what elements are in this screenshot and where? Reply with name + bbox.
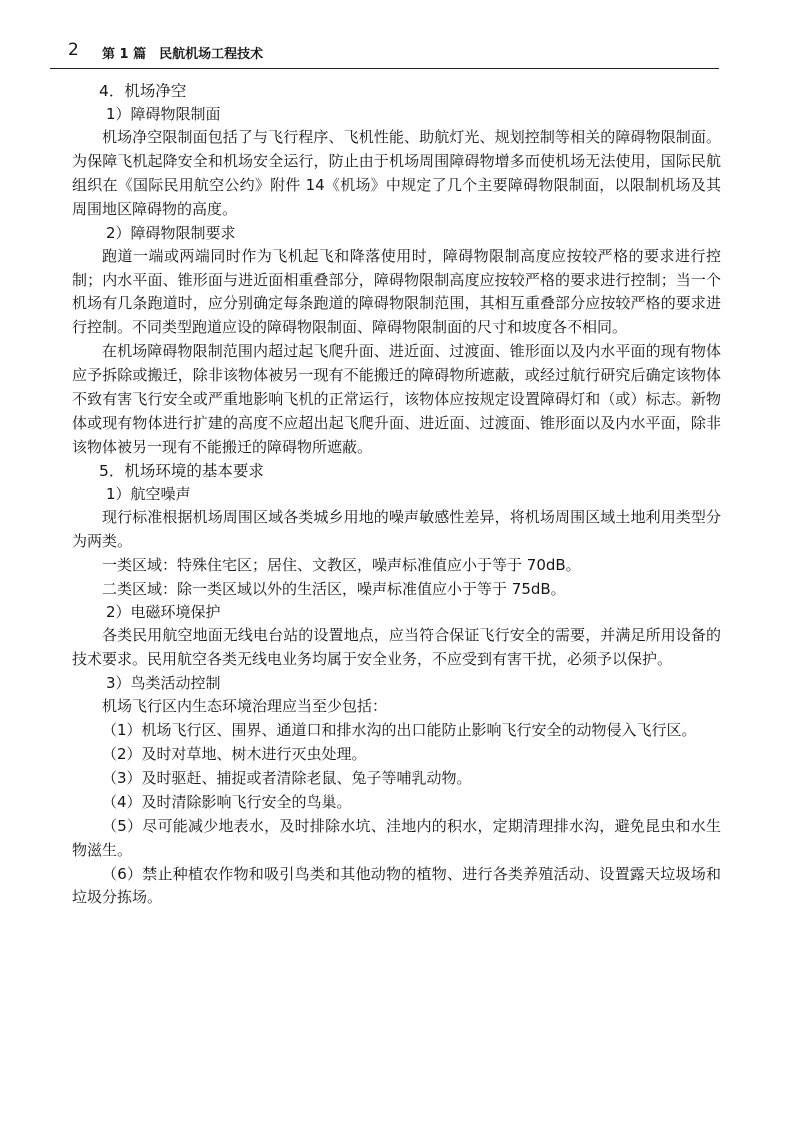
subsection-aviation-noise-heading: 1）航空噪声 bbox=[106, 484, 191, 503]
running-title: 第 1 篇 民航机场工程技术 bbox=[102, 47, 264, 62]
bird-control-list bbox=[72, 719, 721, 910]
section-4-heading: 4．机场净空 bbox=[99, 82, 187, 100]
list-item: （2）及时对草地、树木进行灭虫处理。 bbox=[102, 745, 367, 764]
subsection-obstacle-surfaces-heading: 1）障碍物限制面 bbox=[106, 105, 221, 123]
list-item: （3）及时驱赶、捕捉或者清除老鼠、兔子等哺乳动物。 bbox=[102, 768, 472, 787]
running-header bbox=[50, 38, 719, 69]
list-item: （5）尽可能减少地表水，及时排除水坑、洼地内的积水，定期清理排水沟，避免昆虫和水生物滋生。 bbox=[72, 816, 721, 859]
paragraph: 现行标准根据机场周围区域各类城乡用地的噪声敏感性差异，将机场周围区域土地利用类型分为两类。 bbox=[72, 507, 721, 550]
paragraph: 二类区域：除一类区域以外的生活区，噪声标准值应小于等于 75dB。 bbox=[102, 579, 566, 598]
list-item: （6）禁止种植农作物和吸引鸟类和其他动物的植物、进行各类养殖活动、设置露天垃圾场和垃圾分拣场。 bbox=[72, 864, 721, 907]
paragraph: 一类区域：特殊住宅区；居住、文教区，噪声标准值应小于等于 70dB。 bbox=[102, 555, 581, 574]
section-5-heading: 5．机场环境的基本要求 bbox=[99, 461, 264, 480]
page-body bbox=[72, 80, 721, 910]
subsection-obstacle-requirements-heading: 2）障碍物限制要求 bbox=[106, 223, 236, 242]
paragraph: 各类民用航空地面无线电台站的设置地点，应当符合保证飞行安全的需要，并满足所用设备的技术要求。民用航空各类无线电业务均属于安全业务，不应受到有害干扰，必须予以保护。 bbox=[72, 626, 721, 669]
subsection-bird-control-heading: 3）鸟类活动控制 bbox=[106, 674, 221, 693]
paragraph: 机场净空限制面包括了与飞行程序、飞机性能、助航灯光、规划控制等相关的障碍物限制面。为保障飞机起降安全和机场安全运行，防止由于机场周围障碍物增多而使机场无法使用，国际民航组织在《国际民用航空公约》附件 14《机场》中规定了几个主要障碍物限制面，以限制机场及其周围地区障碍物的高度。 bbox=[72, 128, 721, 218]
list-item: （4）及时清除影响飞行安全的鸟巢。 bbox=[102, 792, 352, 811]
page-number: 2 bbox=[68, 40, 79, 60]
subsection-electromagnetic-heading: 2）电磁环境保护 bbox=[106, 603, 221, 622]
paragraph: 机场飞行区内生态环境治理应当至少包括： bbox=[102, 697, 388, 716]
paragraph: 跑道一端或两端同时作为飞机起飞和降落使用时，障碍物限制高度应按较严格的要求进行控制；内水平面、锥形面与进近面相重叠部分，障碍物限制高度应按较严格的要求进行控制；当一个机场有几条跑道时，应分别确定每条跑道的障碍物限制范围，其相互重叠部分应按较严格的要求进行控制。不同类型跑道应设的障碍物限制面、障碍物限制面的尺寸和坡度各不相同。 bbox=[72, 246, 721, 337]
list-item: （1）机场飞行区、围界、通道口和排水沟的出口能防止影响飞行安全的动物侵入飞行区。 bbox=[102, 721, 697, 740]
paragraph: 在机场障碍物限制范围内超过起飞爬升面、进近面、过渡面、锥形面以及内水平面的现有物体应予拆除或搬迁，除非该物体被另一现有不能搬迁的障碍物所遮蔽，或经过航行研究后确定该物体不致有害飞行安全或严重地影响飞机的正常运行，该物体应按规定设置障碍灯和（或）标志。新物体或现有物体进行扩建的高度不应超出起飞爬升面、进近面、过渡面、锥形面以及内水平面，除非该物体被另一现有不能搬迁的障碍物所遮蔽。 bbox=[72, 342, 721, 456]
